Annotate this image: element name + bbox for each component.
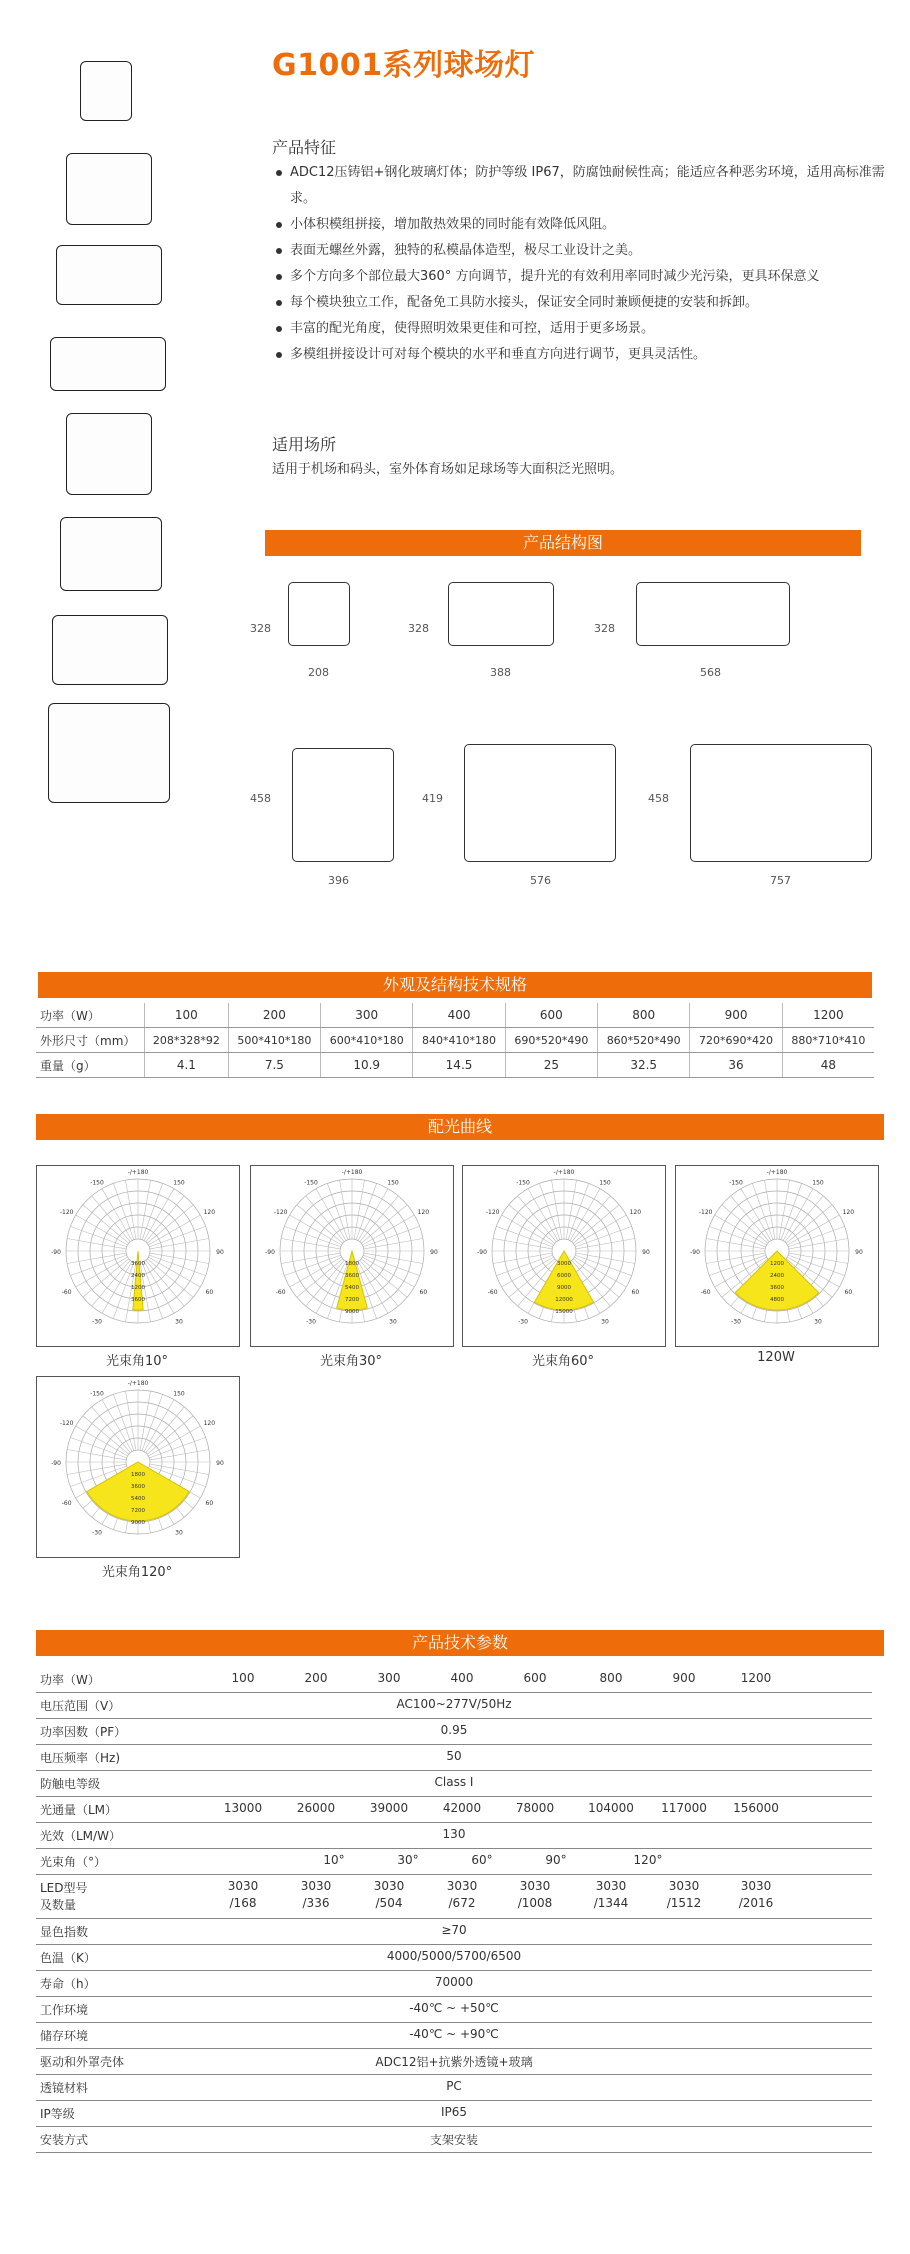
spec-cell: 880*710*410 xyxy=(782,1028,874,1053)
param-value: 0.95 xyxy=(440,1723,468,1737)
polar-caption: 光束角30° xyxy=(319,1354,383,1369)
polar-intensity-label: 15000 xyxy=(555,1309,573,1315)
polar-angle-label: 60 xyxy=(844,1289,853,1296)
polar-angle-label: 30 xyxy=(814,1318,822,1326)
polar-angle-label: -120 xyxy=(273,1209,288,1216)
spec-row-label: 重量（g） xyxy=(36,1053,145,1078)
param-value: AC100~277V/50Hz xyxy=(396,1697,512,1711)
polar-angle-label: -60 xyxy=(275,1289,286,1296)
polar-angle-label: -150 xyxy=(90,1179,104,1187)
param-value: 60° xyxy=(471,1853,493,1867)
param-value: /504 xyxy=(375,1896,403,1910)
polar-intensity-label: 12000 xyxy=(555,1297,573,1303)
param-label: 色温（K） xyxy=(40,1951,96,1965)
polar-intensity-label: 5400 xyxy=(345,1285,359,1291)
param-value: 104000 xyxy=(588,1801,634,1815)
spec-row-label: 外形尺寸（mm） xyxy=(36,1028,145,1053)
param-value: 3030 xyxy=(373,1879,405,1893)
spec-cell: 600*410*180 xyxy=(321,1028,413,1053)
param-value: 30° xyxy=(397,1853,419,1867)
polar-caption: 120W xyxy=(757,1350,795,1365)
spec-cell: 100 xyxy=(145,1003,229,1028)
param-label: 工作环境 xyxy=(40,2003,89,2017)
spec-cell: 32.5 xyxy=(598,1053,690,1078)
param-value: /1512 xyxy=(666,1896,702,1910)
param-label: LED型号 xyxy=(40,1881,88,1895)
polar-intensity-label: 4800 xyxy=(770,1297,784,1303)
polar-intensity-label: 9000 xyxy=(131,1520,145,1526)
polar-angle-label: 30 xyxy=(175,1529,183,1537)
polar-angle-label: 150 xyxy=(812,1179,824,1187)
param-label: 防触电等级 xyxy=(40,1777,101,1791)
param-label: 光效（LM/W） xyxy=(40,1829,121,1843)
polar-angle-label: -30 xyxy=(92,1529,102,1537)
polar-caption: 光束角10° xyxy=(105,1354,169,1369)
dim-height: 419 xyxy=(422,792,443,805)
spec-cell: 720*690*420 xyxy=(690,1028,782,1053)
spec-cell: 800 xyxy=(598,1003,690,1028)
param-value: Class Ⅰ xyxy=(434,1775,474,1789)
dim-width: 208 xyxy=(308,666,329,679)
param-value: 3030 xyxy=(668,1879,700,1893)
feature-item: 小体积模组拼接，增加散热效果的同时能有效降低风阻。 xyxy=(272,212,887,238)
spec-cell: 208*328*92 xyxy=(145,1028,229,1053)
spec-cell: 4.1 xyxy=(145,1053,229,1078)
param-value: 600 xyxy=(523,1671,547,1685)
param-value: 3030 xyxy=(595,1879,627,1893)
param-value: 3030 xyxy=(446,1879,478,1893)
param-value: 4000/5000/5700/6500 xyxy=(386,1949,522,1963)
polar-intensity-label: 1800 xyxy=(131,1472,145,1478)
polar-intensity-label: 3600 xyxy=(131,1484,145,1490)
polar-angle-label: -60 xyxy=(487,1289,498,1296)
polar-angle-label: 90 xyxy=(855,1249,863,1256)
param-value: 70000 xyxy=(434,1975,474,1989)
feature-item: 每个模块独立工作，配备免工具防水接头，保证安全同时兼顾便捷的安装和拆卸。 xyxy=(272,290,887,316)
param-value: 120° xyxy=(633,1853,663,1867)
polar-angle-label: 120 xyxy=(203,1420,216,1427)
polar-angle-label: 90 xyxy=(216,1460,224,1467)
dim-width: 568 xyxy=(700,666,721,679)
polar-angle-label: 120 xyxy=(203,1209,216,1216)
polar-intensity-label: 1200 xyxy=(131,1285,145,1291)
param-value: 1200 xyxy=(740,1671,772,1685)
polar-caption: 光束角120° xyxy=(101,1565,173,1580)
polar-intensity-label: 3600 xyxy=(131,1261,145,1267)
param-value: /1008 xyxy=(517,1896,553,1910)
param-value: 900 xyxy=(672,1671,696,1685)
polar-angle-label: 120 xyxy=(629,1209,642,1216)
polar-angle-label: 60 xyxy=(631,1289,640,1296)
polar-angle-label: -/+180 xyxy=(341,1169,363,1176)
param-value: PC xyxy=(446,2079,462,2093)
polar-angle-label: 30 xyxy=(175,1318,183,1326)
param-label: 光束角（°） xyxy=(40,1855,107,1869)
polar-angle-label: 120 xyxy=(842,1209,855,1216)
param-value: 300 xyxy=(377,1671,401,1685)
dim-width: 576 xyxy=(530,874,551,887)
structure-heading-bar: 产品结构图 xyxy=(265,530,861,556)
dim-height: 458 xyxy=(648,792,669,805)
polar-angle-label: 60 xyxy=(205,1500,214,1507)
polar-angle-label: 150 xyxy=(173,1179,185,1187)
polar-intensity-label: 2400 xyxy=(131,1273,145,1279)
feature-item: 表面无螺丝外露，独特的私模晶体造型，极尽工业设计之美。 xyxy=(272,238,887,264)
polar-angle-label: 60 xyxy=(205,1289,214,1296)
polar-angle-label: -150 xyxy=(729,1179,743,1187)
spec-cell: 300 xyxy=(321,1003,413,1028)
spec-heading-bar: 外观及结构技术规格 xyxy=(38,972,872,998)
param-value: 10° xyxy=(323,1853,345,1867)
polar-intensity-label: 3000 xyxy=(557,1261,571,1267)
param-label: 功率（W） xyxy=(40,1673,100,1687)
param-value: 42000 xyxy=(442,1801,482,1815)
polar-angle-label: 120 xyxy=(417,1209,430,1216)
param-label: 安装方式 xyxy=(40,2133,89,2147)
polar-angle-label: -60 xyxy=(61,1289,72,1296)
param-value: 3030 xyxy=(227,1879,259,1893)
polar-intensity-label: 5400 xyxy=(131,1496,145,1502)
polar-angle-label: -120 xyxy=(59,1420,74,1427)
param-value: 800 xyxy=(599,1671,623,1685)
polar-angle-label: -/+180 xyxy=(127,1169,149,1176)
spec-cell: 690*520*490 xyxy=(505,1028,597,1053)
polar-angle-label: -120 xyxy=(59,1209,74,1216)
param-value: 130 xyxy=(442,1827,466,1841)
polar-angle-label: -90 xyxy=(690,1249,700,1256)
param-label: 电压频率（Hz) xyxy=(40,1751,121,1765)
polar-angle-label: -90 xyxy=(265,1249,275,1256)
spec-cell: 900 xyxy=(690,1003,782,1028)
polar-angle-label: -/+180 xyxy=(766,1169,788,1176)
polar-angle-label: 90 xyxy=(430,1249,438,1256)
param-label: 功率因数（PF） xyxy=(40,1725,127,1739)
polar-intensity-label: 1200 xyxy=(770,1261,784,1267)
param-value: 3030 xyxy=(519,1879,551,1893)
param-value: 26000 xyxy=(296,1801,336,1815)
polar-angle-label: -30 xyxy=(92,1318,102,1326)
polar-angle-label: -120 xyxy=(485,1209,500,1216)
param-value: 50 xyxy=(446,1749,462,1763)
polar-angle-label: -90 xyxy=(51,1460,61,1467)
dim-height: 328 xyxy=(250,622,271,635)
polar-angle-label: 90 xyxy=(642,1249,650,1256)
polar-intensity-label: 6000 xyxy=(557,1273,571,1279)
polar-angle-label: -120 xyxy=(698,1209,713,1216)
polar-angle-label: 150 xyxy=(387,1179,399,1187)
param-label: 驱动和外罩壳体 xyxy=(40,2055,125,2069)
param-value: 39000 xyxy=(369,1801,409,1815)
spec-row-label: 功率（W） xyxy=(36,1003,145,1028)
param-value: ADC12铝+抗紫外透镜+玻璃 xyxy=(375,2055,533,2069)
param-value: 156000 xyxy=(733,1801,779,1815)
spec-cell: 200 xyxy=(228,1003,320,1028)
param-value: 支架安装 xyxy=(429,2133,478,2147)
param-label: IP等级 xyxy=(40,2107,75,2121)
spec-cell: 400 xyxy=(413,1003,505,1028)
polar-intensity-label: 3600 xyxy=(131,1297,145,1303)
polar-angle-label: -/+180 xyxy=(127,1380,149,1387)
spec-cell: 48 xyxy=(782,1053,874,1078)
param-value: IP65 xyxy=(440,2105,468,2119)
polar-angle-label: -/+180 xyxy=(553,1169,575,1176)
polar-angle-label: 60 xyxy=(419,1289,428,1296)
param-value: /2016 xyxy=(738,1896,774,1910)
dim-width: 757 xyxy=(770,874,791,887)
features-heading: 产品特征 xyxy=(272,138,337,157)
spec-cell: 10.9 xyxy=(321,1053,413,1078)
polar-intensity-label: 9000 xyxy=(345,1309,359,1315)
param-label: 光通量（LM） xyxy=(40,1803,118,1817)
param-label: 储存环境 xyxy=(40,2029,89,2043)
spec-cell: 36 xyxy=(690,1053,782,1078)
polar-angle-label: -60 xyxy=(61,1500,72,1507)
spec-cell: 7.5 xyxy=(228,1053,320,1078)
polar-angle-label: 90 xyxy=(216,1249,224,1256)
polar-intensity-label: 7200 xyxy=(131,1508,145,1514)
param-value: -40℃ ~ +90℃ xyxy=(409,2027,499,2041)
feature-item: 多个方向多个部位最大360° 方向调节，提升光的有效利用率同时减少光污染，更具环保意义 xyxy=(272,264,887,290)
polar-angle-label: -60 xyxy=(700,1289,711,1296)
polar-angle-label: 30 xyxy=(601,1318,609,1326)
applications-text: 适用于机场和码头，室外体育场如足球场等大面积泛光照明。 xyxy=(272,462,624,477)
dim-width: 388 xyxy=(490,666,511,679)
polar-intensity-label: 1800 xyxy=(345,1261,359,1267)
polar-angle-label: -30 xyxy=(731,1318,741,1326)
param-value: 3030 xyxy=(300,1879,332,1893)
polar-intensity-label: 7200 xyxy=(345,1297,359,1303)
dim-height: 328 xyxy=(594,622,615,635)
param-value: 90° xyxy=(545,1853,567,1867)
polar-intensity-label: 2400 xyxy=(770,1273,784,1279)
spec-cell: 600 xyxy=(505,1003,597,1028)
polar-angle-label: -150 xyxy=(90,1390,104,1398)
dim-height: 328 xyxy=(408,622,429,635)
polar-intensity-label: 3600 xyxy=(345,1273,359,1279)
param-value: 3030 xyxy=(740,1879,772,1893)
dim-width: 396 xyxy=(328,874,349,887)
polar-angle-label: -90 xyxy=(477,1249,487,1256)
param-label: 寿命（h） xyxy=(40,1977,96,1991)
polar-angle-label: 30 xyxy=(389,1318,397,1326)
param-value: ≥70 xyxy=(441,1923,467,1937)
param-value: /168 xyxy=(229,1896,257,1910)
params-heading-bar: 产品技术参数 xyxy=(36,1630,884,1656)
polar-intensity-label: 9000 xyxy=(557,1285,571,1291)
feature-item: 多模组拼接设计可对每个模块的水平和垂直方向进行调节，更具灵活性。 xyxy=(272,342,887,368)
feature-item: 丰富的配光角度，使得照明效果更佳和可控，适用于更多场景。 xyxy=(272,316,887,342)
light-curve-heading-bar: 配光曲线 xyxy=(36,1114,884,1140)
polar-angle-label: -30 xyxy=(518,1318,528,1326)
feature-item: ADC12压铸铝+钢化玻璃灯体；防护等级 IP67，防腐蚀耐候性高；能适应各种恶劣环境，适用高标准需求。 xyxy=(272,160,887,212)
polar-angle-label: 150 xyxy=(173,1390,185,1398)
polar-angle-label: 150 xyxy=(599,1179,611,1187)
spec-cell: 14.5 xyxy=(413,1053,505,1078)
param-value: -40℃ ~ +50℃ xyxy=(409,2001,499,2015)
polar-intensity-label: 3600 xyxy=(770,1285,784,1291)
polar-caption: 光束角60° xyxy=(531,1354,595,1369)
polar-angle-label: -150 xyxy=(304,1179,318,1187)
spec-cell: 1200 xyxy=(782,1003,874,1028)
param-label: 显色指数 xyxy=(40,1925,89,1939)
param-value: 100 xyxy=(231,1671,255,1685)
spec-cell: 840*410*180 xyxy=(413,1028,505,1053)
param-label: 电压范围（V） xyxy=(40,1699,121,1713)
spec-cell: 860*520*490 xyxy=(598,1028,690,1053)
polar-angle-label: -30 xyxy=(306,1318,316,1326)
param-value: 400 xyxy=(450,1671,474,1685)
param-value: /672 xyxy=(448,1896,476,1910)
param-label: 及数量 xyxy=(40,1898,77,1912)
param-value: 78000 xyxy=(515,1801,555,1815)
dim-height: 458 xyxy=(250,792,271,805)
spec-cell: 25 xyxy=(505,1053,597,1078)
param-label: 透镜材料 xyxy=(40,2081,89,2095)
param-value: 117000 xyxy=(661,1801,707,1815)
param-value: 200 xyxy=(304,1671,328,1685)
polar-angle-label: -90 xyxy=(51,1249,61,1256)
polar-angle-label: -150 xyxy=(516,1179,530,1187)
param-value: /336 xyxy=(302,1896,330,1910)
param-value: /1344 xyxy=(593,1896,629,1910)
param-value: 13000 xyxy=(223,1801,263,1815)
applications-heading: 适用场所 xyxy=(272,435,337,454)
spec-cell: 500*410*180 xyxy=(228,1028,320,1053)
page-title: G1001系列球场灯 xyxy=(272,48,536,83)
